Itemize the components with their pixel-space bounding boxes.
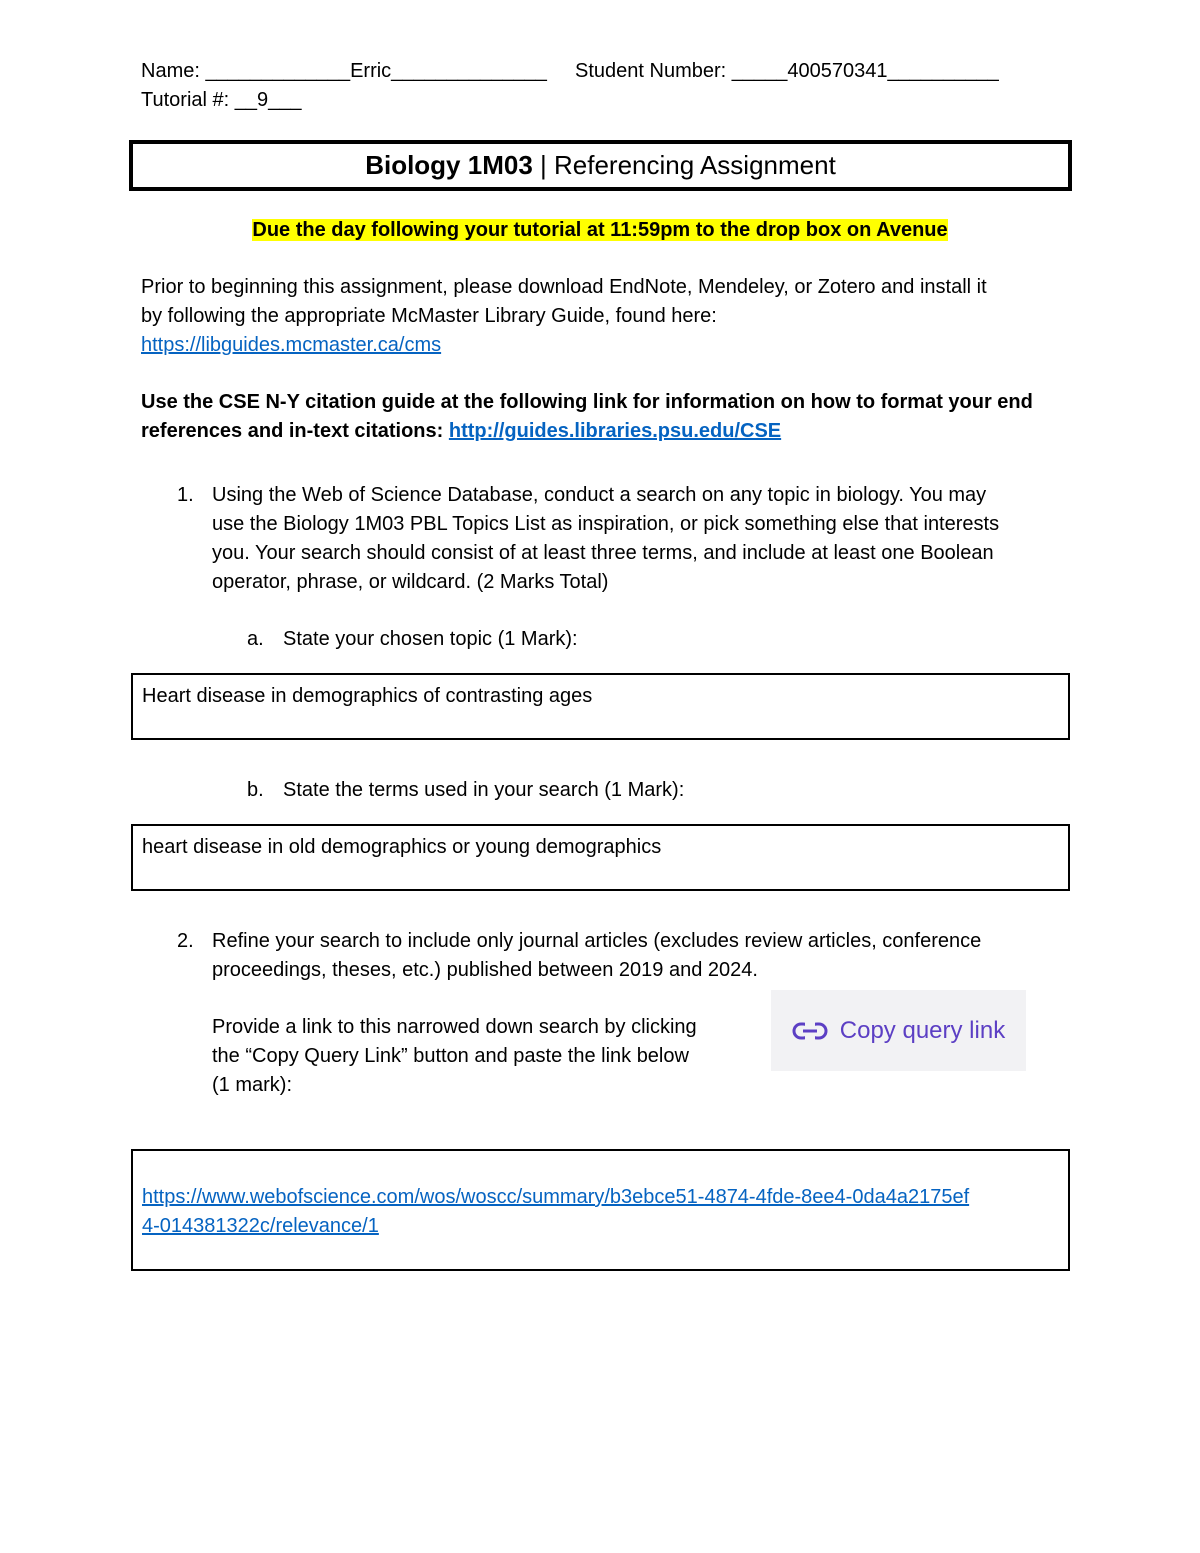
q1-line-1: Using the Web of Science Database, conduct a search on any topic in biology. You may (212, 484, 987, 506)
cse-line-2-text: references and in-text citations: (141, 420, 449, 442)
libguide-link[interactable]: https://libguides.mcmaster.ca/cms (141, 334, 442, 356)
cse-guide-link[interactable]: http://guides.libraries.psu.edu/CSE (448, 420, 782, 442)
q1a-label: a. (247, 628, 264, 650)
q2-provide-line-1: Provide a link to this narrowed down search by clicking (212, 1016, 697, 1038)
student-number-field: Student Number: _____400570341__________ (575, 60, 999, 82)
q1b-label: b. (247, 779, 264, 801)
q2-number: 2. (177, 930, 194, 952)
q1-line-3: you. Your search should consist of at least three terms, and include at least one Boolean (212, 542, 994, 564)
copy-query-link-label: Copy query link (839, 1016, 1006, 1044)
due-notice: Due the day following your tutorial at 11:59pm to the drop box on Avenue (252, 219, 948, 241)
q1a-answer-box[interactable] (131, 673, 1070, 740)
q1a-answer: Heart disease in demographics of contrasting ages (142, 685, 593, 707)
page-title (129, 140, 1072, 191)
tutorial-field: Tutorial #: __9___ (141, 89, 302, 111)
q2-answer-link-line-1[interactable]: https://www.webofscience.com/wos/woscc/summary/b3ebce51-4874-4fde-8ee4-0da4a2175ef (142, 1186, 970, 1208)
due-notice-row (0, 216, 1200, 245)
q1-line-4: operator, phrase, or wildcard. (2 Marks Total) (212, 571, 609, 593)
title-subtitle: Referencing Assignment (553, 150, 836, 180)
name-field: Name: _____________Erric______________ (141, 60, 547, 82)
cse-line-1: Use the CSE N-Y citation guide at the following link for information on how to format your end (141, 391, 1033, 413)
copy-query-link-button[interactable] (771, 990, 1026, 1071)
q2-answer-link-line-2[interactable]: 4-014381322c/relevance/1 (142, 1215, 379, 1237)
q1-line-2: use the Biology 1M03 PBL Topics List as inspiration, or pick something else that interests (212, 513, 1000, 535)
link-icon (792, 1021, 828, 1041)
q1a-prompt: State your chosen topic (1 Mark): (283, 628, 578, 650)
q2-answer-box[interactable] (131, 1149, 1070, 1271)
q2-line-2: proceedings, theses, etc.) published between 2019 and 2024. (212, 959, 758, 981)
cse-line-2 (141, 417, 781, 446)
q2-line-1: Refine your search to include only journal articles (excludes review articles, conference (212, 930, 982, 952)
q1-number: 1. (177, 484, 194, 506)
q2-provide-line-2: the “Copy Query Link” button and paste the link below (212, 1045, 689, 1067)
title-separator: | (532, 150, 554, 180)
q1b-answer: heart disease in old demographics or young demographics (142, 836, 662, 858)
q1b-answer-box[interactable] (131, 824, 1070, 891)
intro-line-1: Prior to beginning this assignment, please download EndNote, Mendeley, or Zotero and install it (141, 276, 987, 298)
q2-provide-line-3: (1 mark): (212, 1074, 292, 1096)
intro-line-2: by following the appropriate McMaster Library Guide, found here: (141, 305, 717, 327)
course-code: Biology 1M03 (365, 150, 533, 180)
q1b-prompt: State the terms used in your search (1 Mark): (283, 779, 685, 801)
